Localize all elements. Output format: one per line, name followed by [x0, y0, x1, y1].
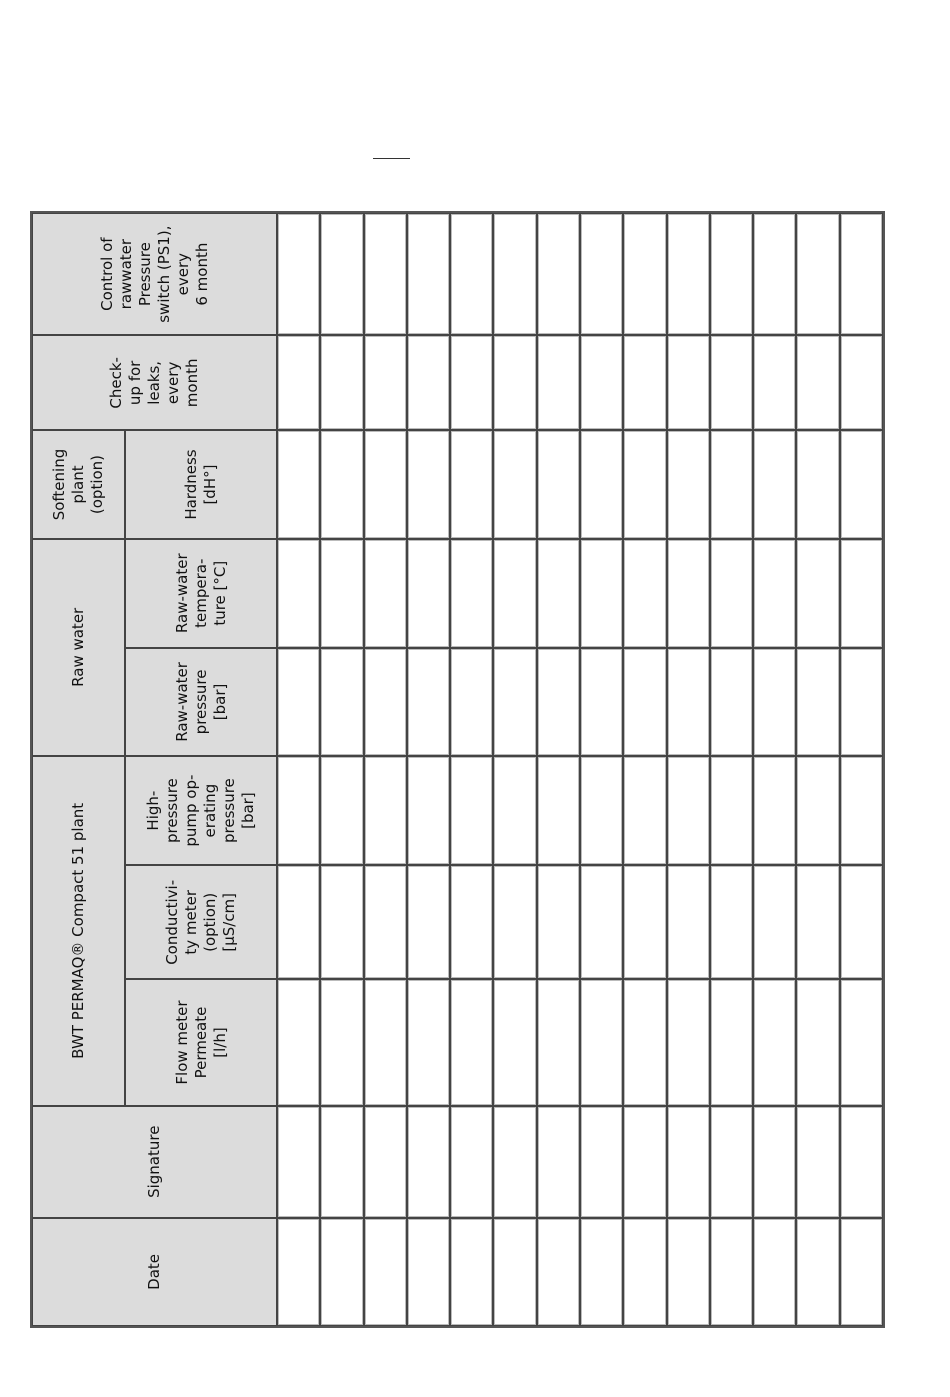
log-entry-cell[interactable] — [580, 1106, 623, 1218]
log-entry-cell[interactable] — [710, 1218, 753, 1326]
log-entry-cell[interactable] — [277, 865, 320, 979]
log-entry-row — [580, 213, 623, 1326]
log-entry-cell[interactable] — [320, 648, 363, 756]
log-entry-row — [320, 213, 363, 1326]
log-entry-cell[interactable] — [450, 756, 493, 865]
log-entry-cell[interactable] — [277, 430, 320, 538]
header-conductivity-meter: Conductivi- ty meter (option) [µS/cm] — [125, 865, 277, 979]
log-entry-cell[interactable] — [537, 979, 580, 1105]
log-entry-cell[interactable] — [450, 865, 493, 979]
log-entry-cell[interactable] — [623, 539, 666, 648]
log-entry-row — [407, 213, 450, 1326]
log-entry-cell[interactable] — [796, 1106, 839, 1218]
log-entry-cell[interactable] — [580, 539, 623, 648]
log-entry-cell[interactable] — [493, 1106, 536, 1218]
log-entry-cell[interactable] — [667, 1218, 710, 1326]
log-entry-cell[interactable] — [364, 756, 407, 865]
log-entry-cell[interactable] — [753, 213, 796, 335]
log-entry-cell[interactable] — [450, 648, 493, 756]
log-entry-cell[interactable] — [667, 648, 710, 756]
log-entry-cell[interactable] — [710, 430, 753, 538]
log-entry-cell[interactable] — [364, 213, 407, 335]
log-entry-cell[interactable] — [537, 648, 580, 756]
log-entry-cell[interactable] — [407, 539, 450, 648]
log-entry-cell[interactable] — [277, 979, 320, 1105]
log-entry-cell[interactable] — [320, 979, 363, 1105]
log-entry-cell[interactable] — [277, 1218, 320, 1326]
log-entry-cell[interactable] — [840, 1218, 883, 1326]
log-entry-cell[interactable] — [753, 1218, 796, 1326]
log-entry-cell[interactable] — [667, 756, 710, 865]
header-softening-group: Softening plant (option) — [32, 430, 125, 538]
log-entry-cell[interactable] — [667, 335, 710, 430]
log-entry-cell[interactable] — [277, 1106, 320, 1218]
log-entry-cell[interactable] — [407, 335, 450, 430]
header-hp-pump-pressure: High- pressure pump op- erating pressure [bar] — [125, 756, 277, 865]
log-entry-cell[interactable] — [537, 539, 580, 648]
log-entry-cell[interactable] — [450, 335, 493, 430]
log-entry-cell[interactable] — [320, 756, 363, 865]
log-entry-cell[interactable] — [450, 1106, 493, 1218]
log-entry-cell[interactable] — [580, 979, 623, 1105]
log-entry-cell[interactable] — [840, 865, 883, 979]
log-entry-row — [364, 213, 407, 1326]
log-entry-cell[interactable] — [753, 539, 796, 648]
log-entry-cell[interactable] — [796, 756, 839, 865]
log-entry-cell[interactable] — [537, 1106, 580, 1218]
log-entry-cell[interactable] — [364, 979, 407, 1105]
log-entry-row — [667, 213, 710, 1326]
log-entry-cell[interactable] — [320, 1106, 363, 1218]
log-entry-cell[interactable] — [407, 979, 450, 1105]
log-entry-cell[interactable] — [364, 539, 407, 648]
log-entry-cell[interactable] — [364, 335, 407, 430]
log-entry-cell[interactable] — [667, 213, 710, 335]
log-entry-cell[interactable] — [623, 1218, 666, 1326]
log-entry-cell[interactable] — [710, 865, 753, 979]
log-entry-cell[interactable] — [623, 648, 666, 756]
log-entry-cell[interactable] — [493, 648, 536, 756]
log-entry-cell[interactable] — [364, 648, 407, 756]
log-entry-cell[interactable] — [364, 1218, 407, 1326]
log-entry-cell[interactable] — [493, 430, 536, 538]
header-date: Date — [32, 1218, 277, 1326]
log-entry-cell[interactable] — [537, 1218, 580, 1326]
log-entry-cell[interactable] — [277, 539, 320, 648]
log-entry-cell[interactable] — [537, 865, 580, 979]
header-raw-water-group: Raw water — [32, 539, 125, 756]
log-entry-row — [537, 213, 580, 1326]
log-entry-row — [277, 213, 320, 1326]
log-entry-cell[interactable] — [450, 1218, 493, 1326]
log-entry-cell[interactable] — [667, 430, 710, 538]
log-entry-cell[interactable] — [840, 335, 883, 430]
log-entry-cell[interactable] — [796, 335, 839, 430]
log-entry-cell[interactable] — [580, 213, 623, 335]
log-entry-cell[interactable] — [710, 979, 753, 1105]
log-entry-cell[interactable] — [537, 756, 580, 865]
log-entry-cell[interactable] — [623, 865, 666, 979]
log-entry-cell[interactable] — [493, 979, 536, 1105]
log-entry-cell[interactable] — [710, 756, 753, 865]
log-entry-cell[interactable] — [407, 430, 450, 538]
log-entry-cell[interactable] — [537, 335, 580, 430]
log-entry-cell[interactable] — [623, 335, 666, 430]
log-entry-cell[interactable] — [753, 865, 796, 979]
log-entry-cell[interactable] — [407, 648, 450, 756]
log-entry-cell[interactable] — [580, 648, 623, 756]
log-entry-cell[interactable] — [450, 539, 493, 648]
log-entry-cell[interactable] — [753, 1106, 796, 1218]
header-raw-water-pressure: Raw-water pressure [bar] — [125, 648, 277, 756]
header-bwt-plant-group: BWT PERMAQ® Compact 51 plant — [32, 756, 125, 1106]
log-entry-cell[interactable] — [320, 213, 363, 335]
log-entry-cell[interactable] — [710, 648, 753, 756]
log-entry-cell[interactable] — [493, 756, 536, 865]
log-entry-cell[interactable] — [277, 335, 320, 430]
header-leak-check: Check- up for leaks, every month — [32, 335, 277, 430]
log-entry-cell[interactable] — [753, 756, 796, 865]
log-entry-cell[interactable] — [710, 213, 753, 335]
log-entry-cell[interactable] — [537, 213, 580, 335]
log-entry-cell[interactable] — [493, 865, 536, 979]
log-entry-cell[interactable] — [753, 335, 796, 430]
log-entry-row — [450, 213, 493, 1326]
log-entry-cell[interactable] — [710, 539, 753, 648]
log-entry-cell[interactable] — [407, 1218, 450, 1326]
log-entry-cell[interactable] — [667, 539, 710, 648]
log-entry-cell[interactable] — [580, 335, 623, 430]
log-entry-cell[interactable] — [623, 756, 666, 865]
log-entry-cell[interactable] — [623, 1106, 666, 1218]
log-entry-cell[interactable] — [320, 865, 363, 979]
signature-line — [373, 158, 410, 159]
log-entry-cell[interactable] — [407, 1106, 450, 1218]
log-entry-cell[interactable] — [450, 979, 493, 1105]
log-entry-cell[interactable] — [580, 1218, 623, 1326]
log-entry-cell[interactable] — [840, 979, 883, 1105]
log-entry-cell[interactable] — [667, 1106, 710, 1218]
log-entry-cell[interactable] — [623, 213, 666, 335]
log-entry-cell[interactable] — [277, 648, 320, 756]
log-entry-cell[interactable] — [710, 1106, 753, 1218]
log-entry-cell[interactable] — [320, 430, 363, 538]
log-entry-cell[interactable] — [623, 979, 666, 1105]
log-entry-row — [753, 213, 796, 1326]
header-hardness: Hardness [dH°] — [125, 430, 277, 538]
log-entry-cell[interactable] — [580, 865, 623, 979]
log-entry-cell[interactable] — [364, 1106, 407, 1218]
log-entries — [277, 213, 883, 1326]
log-entry-cell[interactable] — [493, 335, 536, 430]
log-entry-cell[interactable] — [840, 430, 883, 538]
log-entry-cell[interactable] — [840, 1106, 883, 1218]
header-pressure-switch: Control of rawwater Pressure switch (PS1), every 6 month — [32, 213, 277, 335]
log-entry-cell[interactable] — [320, 1218, 363, 1326]
log-entry-cell[interactable] — [796, 539, 839, 648]
log-entry-cell[interactable] — [840, 756, 883, 865]
log-entry-cell[interactable] — [796, 648, 839, 756]
log-entry-cell[interactable] — [710, 335, 753, 430]
log-entry-cell[interactable] — [320, 539, 363, 648]
log-entry-cell[interactable] — [537, 430, 580, 538]
log-entry-cell[interactable] — [277, 756, 320, 865]
log-entry-row — [493, 213, 536, 1326]
log-entry-cell[interactable] — [407, 865, 450, 979]
log-entry-cell[interactable] — [320, 335, 363, 430]
maintenance-log-table — [30, 211, 885, 1328]
log-entry-cell[interactable] — [753, 979, 796, 1105]
log-entry-cell[interactable] — [407, 213, 450, 335]
log-entry-row — [840, 213, 883, 1326]
log-entry-cell[interactable] — [667, 979, 710, 1105]
log-entry-cell[interactable] — [796, 865, 839, 979]
log-entry-cell[interactable] — [796, 430, 839, 538]
log-entry-cell[interactable] — [493, 1218, 536, 1326]
log-entry-cell[interactable] — [580, 756, 623, 865]
log-entry-cell[interactable] — [277, 213, 320, 335]
log-entry-cell[interactable] — [753, 430, 796, 538]
log-entry-cell[interactable] — [493, 213, 536, 335]
log-entry-cell[interactable] — [753, 648, 796, 756]
log-entry-row — [710, 213, 753, 1326]
log-entry-cell[interactable] — [840, 539, 883, 648]
log-entry-cell[interactable] — [796, 213, 839, 335]
header-raw-water-temperature: Raw-water tempera- ture [°C] — [125, 539, 277, 648]
log-entry-cell[interactable] — [840, 213, 883, 335]
log-entry-cell[interactable] — [623, 430, 666, 538]
log-entry-cell[interactable] — [796, 1218, 839, 1326]
log-entry-row — [796, 213, 839, 1326]
header-signature: Signature — [32, 1106, 277, 1218]
header-flow-meter: Flow meter Permeate [l/h] — [125, 979, 277, 1105]
log-entry-cell[interactable] — [667, 865, 710, 979]
maintenance-log-form — [30, 211, 885, 1328]
log-entry-cell[interactable] — [450, 430, 493, 538]
log-entry-cell[interactable] — [407, 756, 450, 865]
log-entry-cell[interactable] — [364, 430, 407, 538]
log-entry-row — [623, 213, 666, 1326]
log-entry-cell[interactable] — [364, 865, 407, 979]
log-entry-cell[interactable] — [840, 648, 883, 756]
log-entry-cell[interactable] — [580, 430, 623, 538]
log-entry-cell[interactable] — [796, 979, 839, 1105]
log-entry-cell[interactable] — [450, 213, 493, 335]
log-entry-cell[interactable] — [493, 539, 536, 648]
